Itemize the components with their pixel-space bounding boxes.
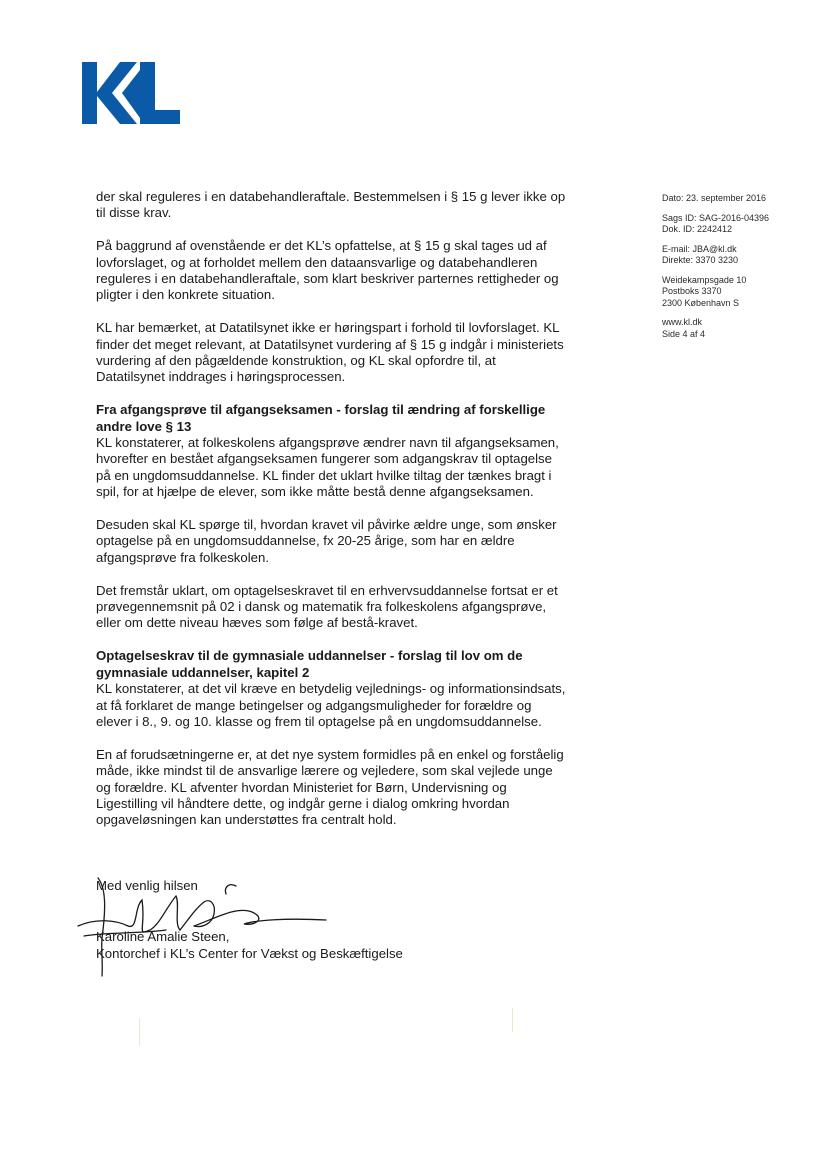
greeting: Med venlig hilsen (96, 878, 198, 893)
page-number: Side 4 af 4 (662, 328, 706, 339)
kl-logo (82, 62, 180, 124)
address-pobox: Postboks 3370 (662, 286, 722, 296)
paragraph-8: En af forudsætningerne er, at det nye system formidles på en enkel og forståelig måde, ikke mindst til de ansvarlige lærere og vejledere, som skal vejlede unge og forældre. KL afventer hvordan Ministeriet for Børn, Undervisning og Ligestilling vil håndtere dette, og indgår gerne i dialog omkring hvordan opgaveløsningen kan understøttes fra centralt hold. (96, 746, 564, 828)
direct-phone: Direkte: 3370 3230 (662, 255, 739, 265)
address-street: Weidekampsgade 10 (662, 274, 747, 285)
paragraph-4: KL konstaterer, at folkeskolens afgangsprøve ændrer navn til afgangseksamen, hvorefter en bestået afgangseksamen fungerer som adgangskrav til optagelse på en ungdomsuddannelse. KL finder det uklart hvilke tiltag der tænkes bragt i spil, for at hjælpe de elever, som ikke måtte bestå denne afgangseksamen. (96, 435, 559, 500)
scan-speck (512, 1008, 513, 1032)
paragraph-1: der skal reguleres i en databehandleraftale. Bestemmelsen i § 15 g lever ikke op til disse krav. (96, 189, 566, 221)
address-city: 2300 København S (662, 297, 740, 308)
signer-title: Kontorchef i KL’s Center for Vækst og Beskæftigelse (96, 946, 403, 961)
signature-block (96, 877, 516, 962)
letter-body (96, 189, 566, 845)
email: E-mail: JBA@kl.dk (662, 243, 737, 254)
section-heading-afgangseksamen: Fra afgangsprøve til afgangseksamen - forslag til ændring af forskellige andre love § 13 (96, 402, 546, 434)
letter-sidebar (662, 193, 812, 348)
paragraph-7: KL konstaterer, at det vil kræve en betydelig vejlednings- og informationsindsats, at få forklaret de mange betingelser og adgangsmuligheder for forældre og elever i 8., 9. og 10. klasse og frem til optagelse på en ungdomsuddannelse. (96, 681, 566, 729)
section-heading-optagelseskrav: Optagelseskrav til de gymnasiale uddannelser - forslag til lov om de gymnasiale uddannelser, kapitel 2 (96, 648, 523, 680)
paragraph-3: KL har bemærket, at Datatilsynet ikke er høringspart i forhold til lovforslaget. KL finder det meget relevant, at Datatilsynet vurdering af § 15 g indgår i ministeriets vurdering af den pågældende konstruktion, og KL skal opfordre til, at Datatilsynet inddrages i høringsprocessen. (96, 320, 564, 385)
date: Dato: 23. september 2016 (662, 193, 767, 203)
paragraph-5: Desuden skal KL spørge til, hvordan kravet vil påvirke ældre unge, som ønsker optagelse på en ungdomsuddannelse, fx 20-25 årige, som har en ældre afgangsprøve fra folkeskolen. (96, 517, 557, 565)
document-id: Dok. ID: 2242412 (662, 224, 733, 234)
paragraph-6: Det fremstår uklart, om optagelseskravet til en erhvervsuddannelse fortsat er et prøvegennemsnit på 02 i dansk og matematik fra folkeskolens afgangsprøve, eller om dette niveau hæves som følge af bestå-kravet. (96, 582, 558, 631)
signer-name: Karoline Amalie Steen, (96, 929, 230, 944)
website: www.kl.dk (662, 317, 703, 327)
scan-speck (139, 1018, 140, 1046)
case-id: Sags ID: SAG-2016-04396 (662, 212, 770, 223)
paragraph-2: På baggrund af ovenstående er det KL’s opfattelse, at § 15 g skal tages ud af lovforslaget, og at forholdet mellem den dataansvarlige og databehandleren reguleres i en databehandleraftale, som klart beskriver parternes rettigheder og pligter i den konkrete situation. (96, 238, 559, 303)
